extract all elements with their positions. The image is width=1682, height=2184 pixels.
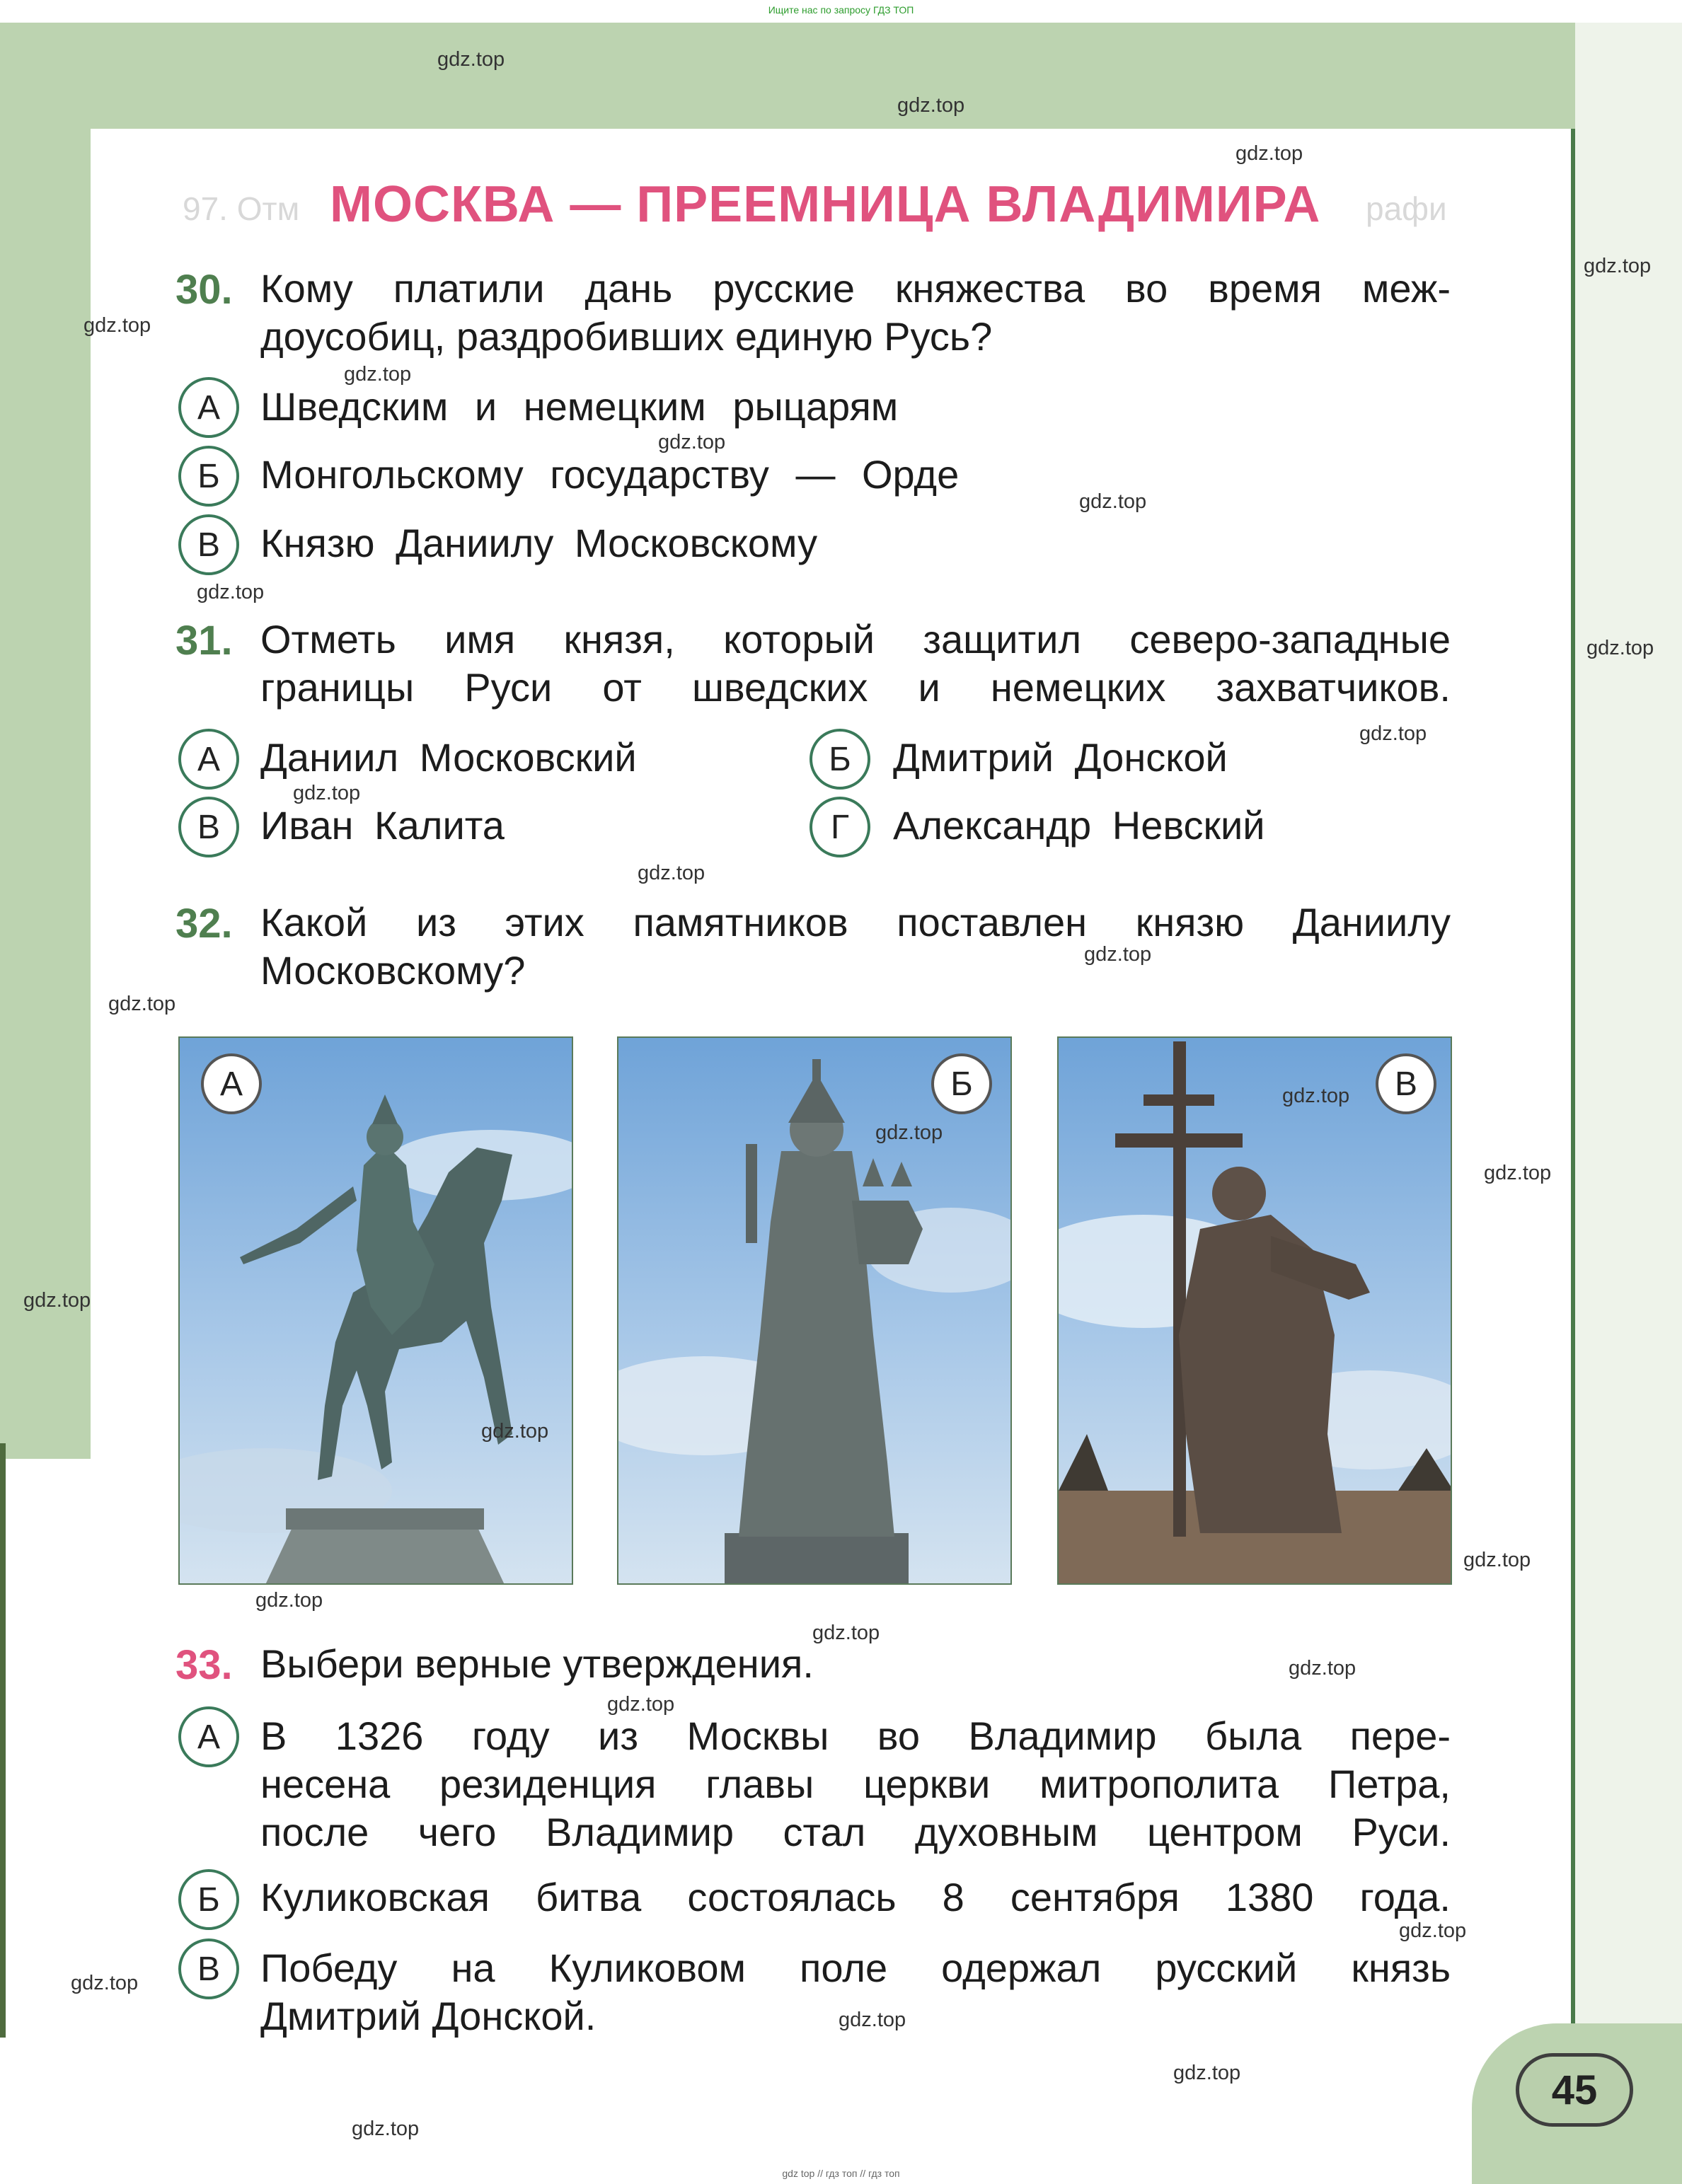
watermark: gdz.top [1584,255,1652,277]
watermark: gdz.top [1399,1919,1467,1942]
watermark: gdz.top [1079,490,1147,513]
right-rule [1571,129,1575,2039]
answer-circle-a[interactable]: А [178,1706,239,1767]
watermark: gdz.top [638,862,705,884]
watermark: gdz.top [71,1972,139,1994]
answer-31-a: Даниил Московский [260,735,637,780]
question-32-line2: Московскому? [260,948,526,993]
watermark: gdz.top [197,581,265,603]
question-31-line2: границы Руси от шведских и немецких захватчиков. [260,665,1451,710]
question-30-number: 30. [175,267,233,313]
photo-label-a: А [201,1053,262,1114]
answer-31-c: Иван Калита [260,803,505,848]
monument-photo-c[interactable] [1057,1036,1452,1585]
question-32-number: 32. [175,901,233,947]
watermark: gdz.top [437,48,505,71]
question-31-line1: Отметь имя князя, который защитил северо-западные [260,617,1451,661]
site-banner-bottom[interactable]: gdz top // гдз топ // гдз топ [782,2168,900,2179]
watermark: gdz.top [1586,637,1654,659]
watermark: gdz.top [83,314,151,337]
photo-label-c: В [1376,1053,1436,1114]
watermark: gdz.top [607,1693,675,1716]
answer-circle-c[interactable]: В [178,797,239,857]
photo-label-b: Б [931,1053,992,1114]
site-banner-top[interactable]: Ищите нас по запросу ГДЗ ТОП [768,4,914,16]
answer-30-c: Князю Даниилу Московскому [260,521,818,565]
watermark: gdz.top [1084,943,1152,966]
watermark: gdz.top [658,431,726,453]
watermark: gdz.top [812,1622,880,1644]
watermark: gdz.top [1173,2062,1241,2084]
answer-31-d: Александр Невский [893,803,1265,848]
bleed-text: рафи [1366,190,1447,227]
watermark: gdz.top [1235,142,1303,165]
answer-circle-c[interactable]: В [178,1939,239,1999]
watermark: gdz.top [1359,722,1427,745]
answer-circle-a[interactable]: А [178,729,239,790]
answer-33-a-line1: В 1326 году из Москвы во Владимир была пере- [260,1714,1451,1758]
monument-photo-a[interactable] [178,1036,573,1585]
watermark: gdz.top [839,2009,906,2031]
watermark: gdz.top [1289,1657,1356,1680]
question-33-number: 33. [175,1642,233,1688]
answer-circle-c[interactable]: В [178,514,239,575]
answer-33-b: Куликовская битва состоялась 8 сентября 1380 года. [260,1875,1451,1919]
question-30-line1: Кому платили дань русские княжества во время меж- [260,266,1451,311]
watermark: gdz.top [1484,1162,1552,1184]
header-band [0,23,1682,129]
question-32-line1: Какой из этих памятников поставлен князю Даниилу [260,900,1451,944]
watermark: gdz.top [352,2117,420,2140]
answer-33-a-line2: несена резиденция главы церкви митрополита Петра, [260,1762,1451,1806]
standing-statue-icon [618,1038,1012,1585]
question-30-line2: доусобиц, раздробивших единую Русь? [260,314,993,359]
answer-circle-b[interactable]: Б [178,446,239,507]
question-31-number: 31. [175,618,233,664]
page-title: МОСКВА — ПРЕЕМНИЦА ВЛАДИМИРА [330,176,1321,233]
answer-33-a-line3: после чего Владимир стал духовным центром Руси. [260,1810,1451,1854]
answer-circle-a[interactable]: А [178,377,239,438]
watermark: gdz.top [481,1420,549,1443]
monument-photo-b[interactable] [617,1036,1012,1585]
right-margin-band [1575,23,1682,2025]
answer-31-b: Дмитрий Донской [893,735,1228,780]
watermark: gdz.top [255,1589,323,1612]
watermark: gdz.top [344,363,412,386]
answer-circle-d[interactable]: Г [810,797,870,857]
watermark: gdz.top [23,1289,91,1312]
watermark: gdz.top [1282,1085,1350,1107]
answer-33-c-line2: Дмитрий Донской. [260,1994,597,2038]
equestrian-statue-icon [180,1038,573,1585]
answer-30-a: Шведским и немецким рыцарям [260,384,899,429]
watermark: gdz.top [293,782,361,804]
left-edge-strip [0,1443,6,2038]
answer-circle-b[interactable]: Б [810,729,870,790]
answer-33-c-line1: Победу на Куликовом поле одержал русский князь [260,1946,1451,1990]
answer-30-b: Монгольскому государству — Орде [260,452,960,497]
question-33-line1: Выбери верные утверждения. [260,1641,814,1686]
watermark: gdz.top [897,94,965,117]
answer-circle-b[interactable]: Б [178,1869,239,1930]
left-margin-band [0,23,91,1459]
watermark: gdz.top [108,993,176,1015]
bleed-text: 97. Отм [183,190,300,227]
watermark: gdz.top [1463,1549,1531,1571]
watermark: gdz.top [875,1121,943,1144]
page-number: 45 [1516,2053,1633,2127]
cross-statue-icon [1059,1038,1452,1585]
